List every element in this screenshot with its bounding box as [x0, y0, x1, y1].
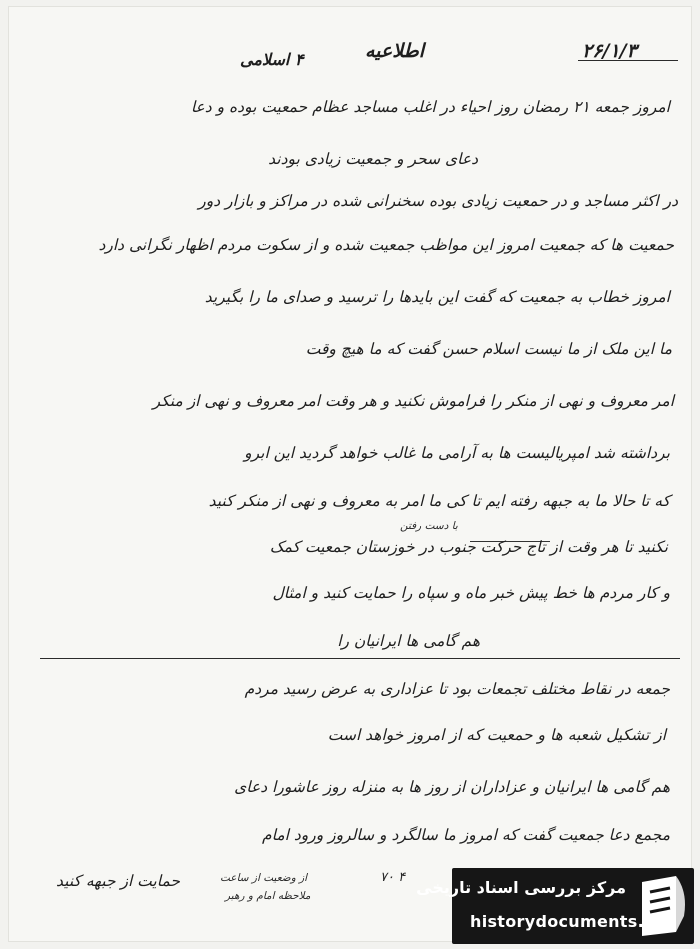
body-line-14: از تشکیل شعبه ها و حمعیت که از امروز خواهد است	[327, 726, 666, 744]
body-line-10: نکنید تا هر وقت از تاج حرکت جنوب در خوزستان جمعیت کمک	[269, 538, 668, 556]
body-line-5: امروز خطاب به جمعیت که گفت این بایدها را ترسید و صدای ما را بگیرید	[204, 288, 670, 306]
body-line-11: و کار مردم ها خط پیش خبر ماه و سپاه را حمایت کنید و امثال	[272, 584, 670, 602]
body-line-16: مجمع دعا جمعیت گفت که امروز ما سالگرد و سالروز ورود امام	[262, 826, 670, 844]
body-line-8: برداشته شد امپریالیست ها به آرامی ما غالب خواهد گردید این ابرو	[244, 444, 670, 462]
body-line-13: جمعه در نقاط مختلف تجمعات بود تا عزاداری به عرض رسید مردم	[244, 680, 670, 698]
bottom-note-2: ملاحظه امام و رهبر	[225, 890, 311, 902]
report-title: اطلاعیه	[365, 40, 424, 62]
body-line-15: هم گامی ها ایرانیان و عزاداران از روز ها به منزله روز عاشورا دعای	[234, 778, 670, 796]
body-line-4: حمعیت ها که جمعیت امروز این مواظب جمعیت شده و از سکوت مردم اظهار نگرانی دارد	[98, 236, 674, 254]
body-line-7: امر معروف و نهی از منکر را فراموش نکنید و هر وقت امر معروف و نهی از منکر	[152, 392, 674, 410]
body-line-3: در اکثر مساجد و در حمعیت زیادی بوده سخنرانی شده در مراکز و بازار دور	[198, 192, 678, 210]
body-line-1: امروز جمعه ۲۱ رمضان روز احیاء در اغلب مساجد عظام حمعیت بوده و دعا	[190, 98, 670, 116]
insert-note: با دست رفتن	[400, 520, 458, 532]
body-line-12: هم گامی ها ایرانیان را	[337, 632, 480, 650]
report-date: ۲۶/۱/۳	[582, 40, 637, 62]
bottom-note-1: از وضعیت از ساعت	[220, 872, 308, 884]
body-line-17: حمایت از جبهه کنید	[56, 872, 180, 890]
body-line-6: ما این ملک از ما نیست اسلام حسن گفت که ما هیچ وقت	[305, 340, 672, 358]
watermark-url: historydocuments.ir	[470, 912, 658, 931]
body-line-9: که تا حالا ما به جبهه رفته ایم تا کی ما امر به معروف و نهی از منکر کنید	[208, 492, 670, 510]
watermark-persian-text: مرکز بررسی اسناد تاریخی	[416, 878, 626, 897]
handwritten-report-sheet	[8, 6, 692, 942]
section-divider	[40, 658, 680, 659]
report-number: ۴ اسلامی	[240, 50, 304, 69]
bottom-numbers: ۴ ۷۰	[380, 870, 406, 885]
body-line-2: دعای سحر و جمعیت زیادی بودند	[268, 150, 478, 168]
date-underline	[578, 60, 678, 61]
